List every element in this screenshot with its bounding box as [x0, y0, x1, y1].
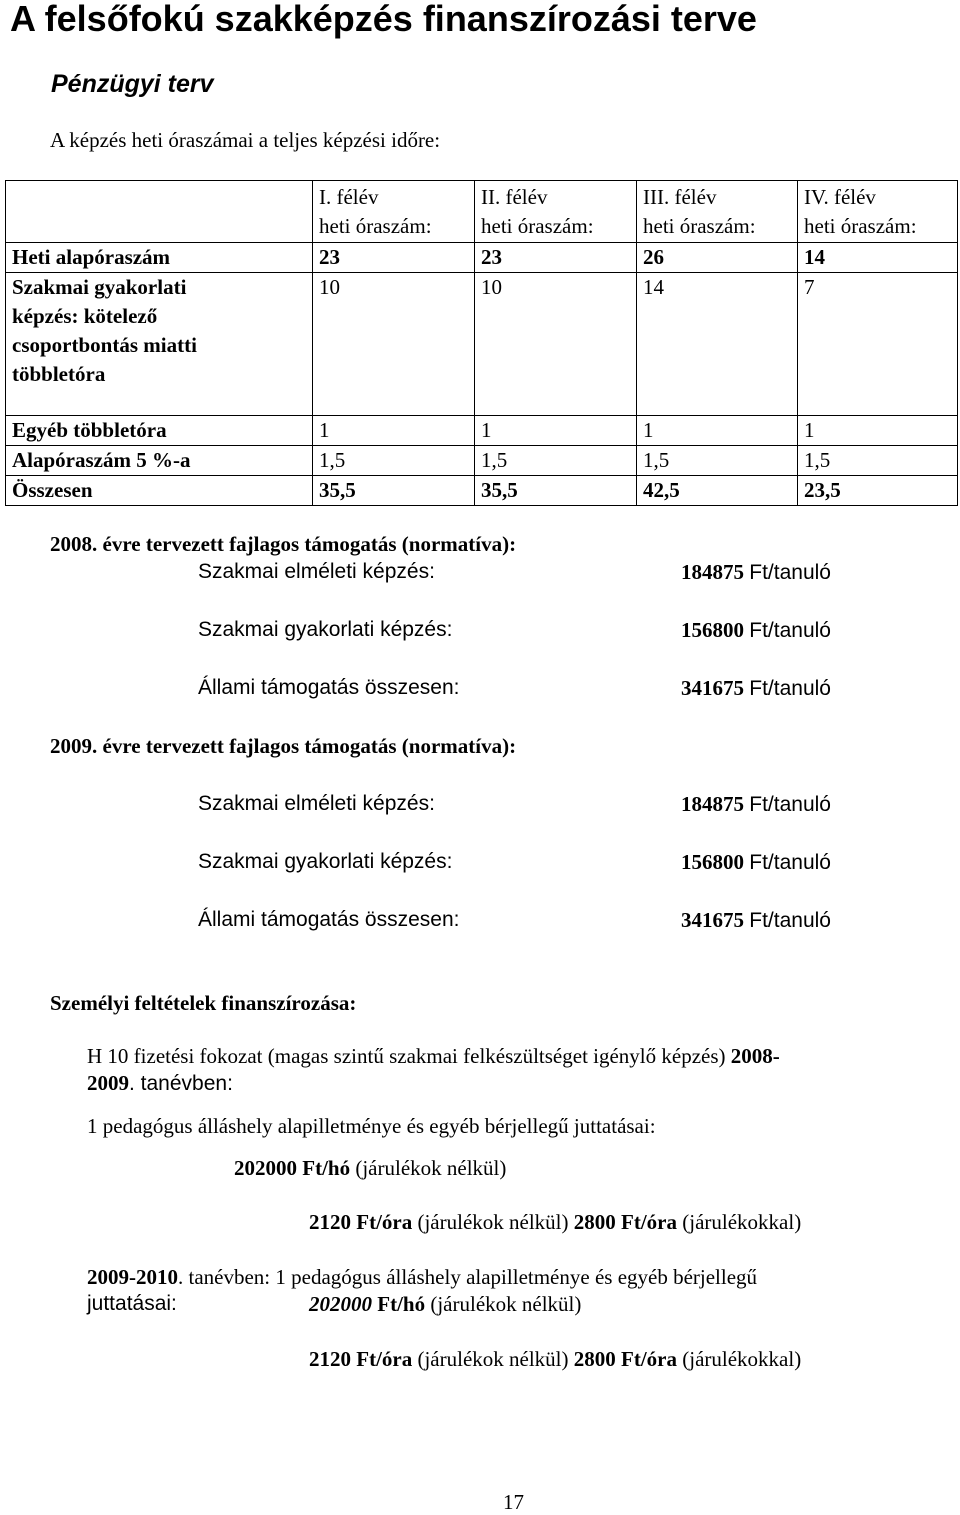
hours-table — [5, 180, 958, 506]
cell-value: 14 — [637, 273, 798, 416]
row-label: Egyéb többletóra — [6, 416, 313, 446]
row-label: Összesen — [6, 476, 313, 506]
table-row — [6, 416, 958, 446]
support-2009-heading: 2009. évre tervezett fajlagos támogatás (normatíva): — [50, 734, 517, 758]
cell-value: 10 — [475, 273, 637, 416]
support-2009-label-2: Szakmai gyakorlati képzés: — [198, 850, 453, 873]
cell-value: 1,5 — [475, 446, 637, 476]
support-2009-label-3: Állami támogatás összesen: — [198, 908, 460, 931]
personal-heading: Személyi feltételek finanszírozása: — [50, 991, 357, 1015]
cell-value: 7 — [798, 273, 958, 416]
hourly-2008: 2120 Ft/óra (járulékok nélkül) 2800 Ft/óra (járulékokkal) — [309, 1210, 802, 1234]
table-header-row — [6, 181, 958, 243]
row-label: Heti alapóraszám — [6, 243, 313, 273]
header-empty-cell — [6, 181, 313, 243]
intro-text: A képzés heti óraszámai a teljes képzési időre: — [50, 128, 441, 152]
cell-value: 1 — [475, 416, 637, 446]
cell-value: 14 — [798, 243, 958, 273]
support-2008-heading: 2008. évre tervezett fajlagos támogatás (normatíva): — [50, 532, 517, 556]
salary-2008: 202000 Ft/hó (járulékok nélkül) — [234, 1156, 507, 1180]
page-title: A felsőfokú szakképzés finanszírozási terve — [10, 0, 757, 39]
personal-p3-line1: 2009-2010. tanévben: 1 pedagógus álláshely alapilletménye és egyéb bérjellegű — [87, 1265, 758, 1289]
personal-p1-line1: H 10 fizetési fokozat (magas szintű szakmai felkészültséget igénylő képzés) 2008- — [87, 1044, 780, 1068]
header-cell: III. félév heti óraszám: — [637, 181, 798, 243]
cell-value: 23 — [313, 243, 475, 273]
cell-value: 26 — [637, 243, 798, 273]
page-number: 17 — [503, 1490, 524, 1514]
cell-value: 10 — [313, 273, 475, 416]
support-2008-label-2: Szakmai gyakorlati képzés: — [198, 618, 453, 641]
cell-value: 23,5 — [798, 476, 958, 506]
cell-value: 35,5 — [475, 476, 637, 506]
table-row — [6, 243, 958, 273]
support-2008-amount-2: 156800 Ft/tanuló — [681, 618, 831, 642]
cell-value: 42,5 — [637, 476, 798, 506]
cell-value: 1 — [637, 416, 798, 446]
table-row — [6, 446, 958, 476]
cell-value: 1,5 — [798, 446, 958, 476]
hourly-2009: 2120 Ft/óra (járulékok nélkül) 2800 Ft/óra (járulékokkal) — [309, 1347, 802, 1371]
row-label: Szakmai gyakorlati képzés: kötelező csoportbontás miatti többletóra — [6, 273, 313, 416]
support-2009-amount-2: 156800 Ft/tanuló — [681, 850, 831, 874]
support-2008-label-3: Állami támogatás összesen: — [198, 676, 460, 699]
row-label: Alapóraszám 5 %-a — [6, 446, 313, 476]
salary-2009: 202000 Ft/hó (járulékok nélkül) — [309, 1292, 582, 1316]
section-subtitle: Pénzügyi terv — [51, 70, 214, 98]
cell-value: 35,5 — [313, 476, 475, 506]
personal-p1-line2: 2009. tanévben: — [87, 1071, 233, 1095]
support-2008-label-1: Szakmai elméleti képzés: — [198, 560, 435, 583]
header-cell: IV. félév heti óraszám: — [798, 181, 958, 243]
header-cell: I. félév heti óraszám: — [313, 181, 475, 243]
table-row — [6, 273, 958, 416]
support-2008-amount-1: 184875 Ft/tanuló — [681, 560, 831, 584]
cell-value: 1,5 — [637, 446, 798, 476]
support-2009-amount-3: 341675 Ft/tanuló — [681, 908, 831, 932]
cell-value: 23 — [475, 243, 637, 273]
cell-value: 1 — [313, 416, 475, 446]
cell-value: 1 — [798, 416, 958, 446]
personal-p3-line2: juttatásai: — [87, 1292, 177, 1315]
support-2009-label-1: Szakmai elméleti képzés: — [198, 792, 435, 815]
support-2008-amount-3: 341675 Ft/tanuló — [681, 676, 831, 700]
header-cell: II. félév heti óraszám: — [475, 181, 637, 243]
support-2009-amount-1: 184875 Ft/tanuló — [681, 792, 831, 816]
personal-p2: 1 pedagógus álláshely alapilletménye és egyéb bérjellegű juttatásai: — [87, 1114, 656, 1138]
table-total-row — [6, 476, 958, 506]
cell-value: 1,5 — [313, 446, 475, 476]
